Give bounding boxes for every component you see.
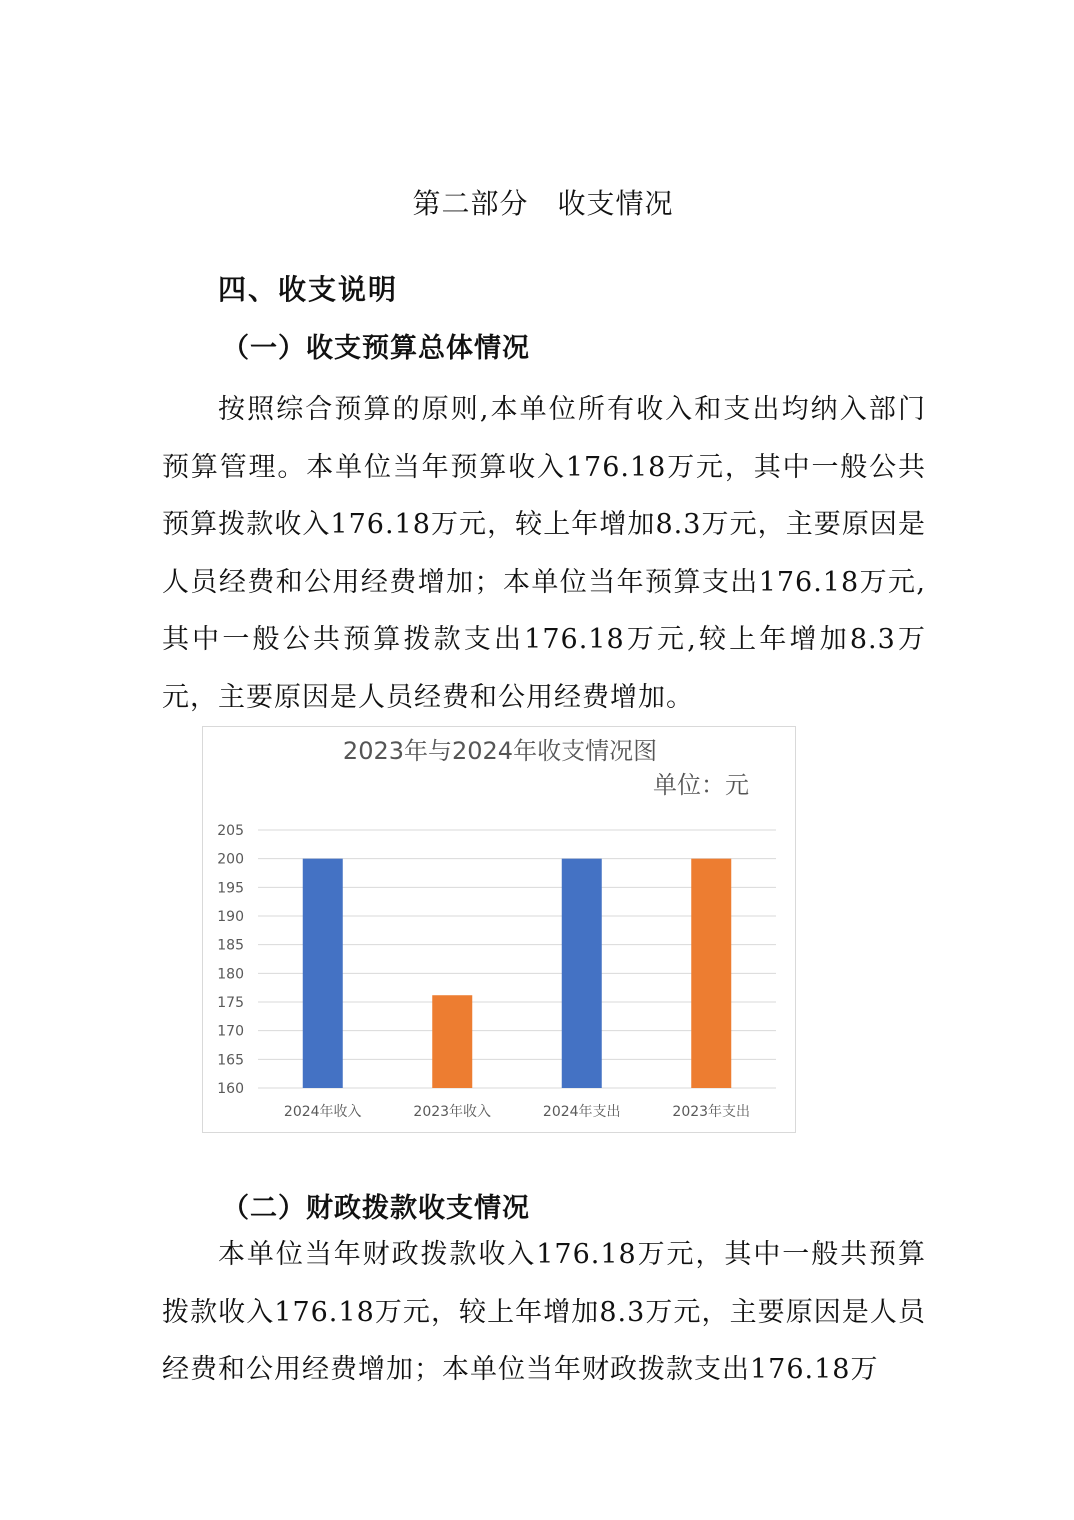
y-tick-label: 165 bbox=[217, 1052, 244, 1069]
part-title: 第二部分 收支情况 bbox=[412, 187, 674, 220]
x-tick-label: 2023年收入 bbox=[413, 1104, 492, 1120]
section-heading: 四、收支说明 bbox=[218, 273, 399, 306]
bar bbox=[432, 995, 472, 1088]
y-tick-label: 175 bbox=[217, 995, 244, 1011]
y-tick-label: 195 bbox=[217, 880, 244, 897]
budget-overview-paragraph: 按照综合预算的原则,本单位所有收入和支出均纳入部门预算管理。本单位当年预算收入176.18万元，其中一般公共预算拨款收入176.18万元，较上年增加8.3万元，主要原因是人员经费和公用经费增加；本单位当年预算支出176.18万元,其中一般公共预算拨款支出176.18万元,较上年增加8.3万元，主要原因是人员经费和公用经费增加。 bbox=[162, 394, 926, 713]
y-tick-label: 160 bbox=[217, 1081, 244, 1097]
bar bbox=[562, 859, 602, 1088]
x-tick-label: 2024年支出 bbox=[542, 1104, 621, 1120]
y-tick-label: 185 bbox=[217, 937, 244, 954]
bar bbox=[303, 859, 343, 1088]
subsection-heading-2: （二）财政拨款收支情况 bbox=[222, 1193, 530, 1224]
chart-unit-label: 单位：元 bbox=[653, 771, 749, 799]
income-expense-chart bbox=[202, 726, 796, 1133]
chart-title: 2023年与2024年收支情况图 bbox=[342, 737, 658, 765]
y-tick-label: 170 bbox=[217, 1023, 244, 1040]
y-tick-label: 205 bbox=[217, 823, 244, 839]
fiscal-appropriation-paragraph: 本单位当年财政拨款收入176.18万元，其中一般共预算拨款收入176.18万元，较上年增加8.3万元，主要原因是人员经费和公用经费增加；本单位当年财政拨款支出176.18万 bbox=[162, 1239, 926, 1385]
subsection-heading-1: （一）收支预算总体情况 bbox=[222, 333, 530, 364]
x-tick-label: 2023年支出 bbox=[672, 1104, 751, 1120]
y-tick-label: 190 bbox=[217, 909, 244, 925]
chart-plot bbox=[203, 727, 797, 1134]
x-tick-label: 2024年收入 bbox=[283, 1104, 362, 1120]
bar bbox=[691, 859, 731, 1088]
y-tick-label: 200 bbox=[217, 851, 244, 868]
y-tick-label: 180 bbox=[217, 966, 244, 983]
